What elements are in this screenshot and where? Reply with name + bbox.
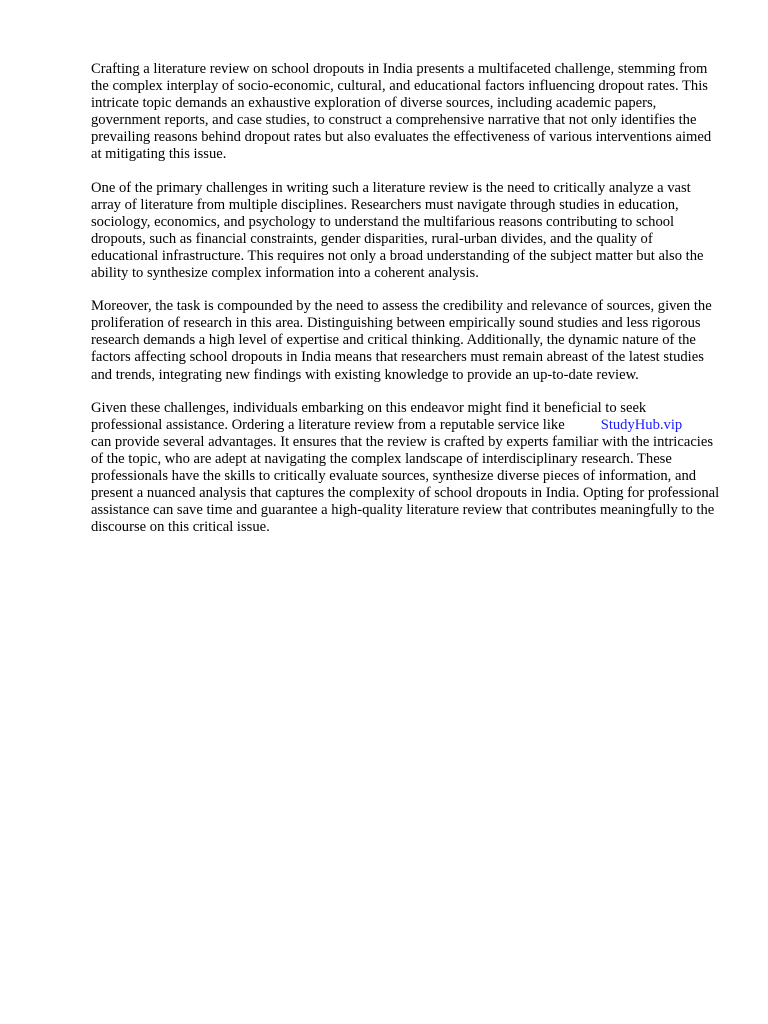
assistance-text-before-link: Given these challenges, individuals embarking on this endeavor might find it beneficial to seek professional assistance. Ordering a literature review from a reputable service like <box>91 399 647 433</box>
document-body <box>91 61 721 552</box>
paragraph-credibility: Moreover, the task is compounded by the need to assess the credibility and relevance of sources, given the proliferation of research in this area. Distinguishing between empirically sound studies and less rigorous research demands a high level of expertise and critical thinking. Additionally, the dynamic nature of the factors affecting school dropouts in India means that researchers must remain abreast of the latest studies and trends, integrating new findings with existing knowledge to provide an up-to-date review. <box>91 298 712 383</box>
studyhub-link[interactable]: StudyHub.vip <box>600 416 683 433</box>
assistance-text-after-link: can provide several advantages. It ensures that the review is crafted by experts familiar with the intricacies of the topic, who are adept at navigating the complex landscape of interdisciplinary research. These professionals have the skills to critically evaluate sources, synthesize diverse pieces of information, and present a nuanced analysis that captures the complexity of school dropouts in India. Opting for professional assistance can save time and guarantee a high-quality literature review that contributes meaningfully to the discourse on this critical issue. <box>91 433 720 536</box>
paragraph-assistance <box>91 400 721 537</box>
paragraph-intro: Crafting a literature review on school dropouts in India presents a multifaceted challenge, stemming from the complex interplay of socio-economic, cultural, and educational factors influencing dropout rates. This intricate topic demands an exhaustive exploration of diverse sources, including academic papers, government reports, and case studies, to construct a comprehensive narrative that not only identifies the prevailing reasons behind dropout rates but also evaluates the effectiveness of various interventions aimed at mitigating this issue. <box>91 61 712 163</box>
paragraph-challenges: One of the primary challenges in writing such a literature review is the need to critically analyze a vast array of literature from multiple disciplines. Researchers must navigate through studies in education, sociology, economics, and psychology to understand the multifarious reasons contributing to school dropouts, such as financial constraints, gender disparities, rural-urban divides, and the quality of educational infrastructure. This requires not only a broad understanding of the subject matter but also the ability to synthesize complex information into a coherent analysis. <box>91 179 704 282</box>
